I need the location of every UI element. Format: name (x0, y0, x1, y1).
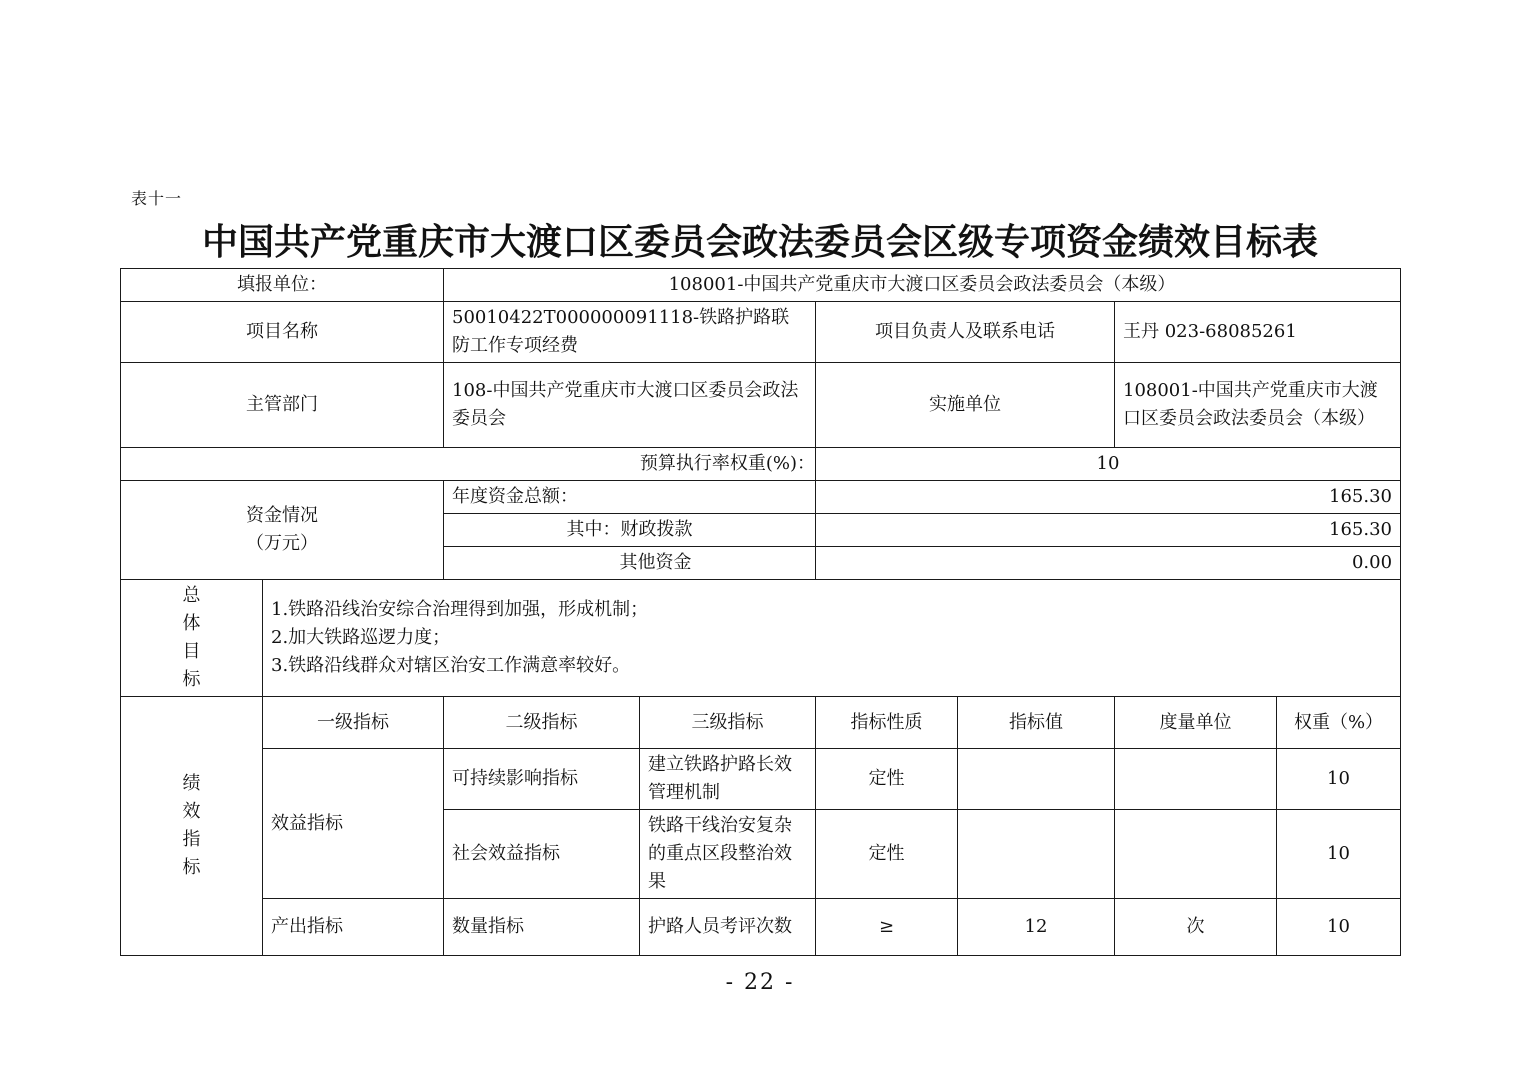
reporting-unit-value: 108001-中国共产党重庆市大渡口区委员会政法委员会（本级） (444, 269, 1401, 302)
indicators-label (121, 697, 263, 956)
implementer-label: 实施单位 (816, 363, 1115, 448)
funds-total-label: 年度资金总额： (444, 481, 816, 514)
column-header: 二级指标 (444, 697, 640, 749)
level3-indicator: 铁路干线治安复杂的重点区段整治效果 (640, 810, 816, 899)
column-header: 一级指标 (263, 697, 444, 749)
funds-fiscal-label: 其中：财政拨款 (444, 514, 816, 547)
overall-goal-char: 目 (182, 641, 201, 662)
budget-weight-label: 预算执行率权重(%)： (121, 448, 816, 481)
indicators-label-char: 标 (182, 857, 201, 878)
project-lead-value: 王丹 023-68085261 (1115, 302, 1401, 363)
column-header: 权重（%） (1277, 697, 1401, 749)
funds-total-row (121, 481, 1401, 514)
overall-goal-line: 3.铁路沿线群众对辖区治安工作满意率较好。 (271, 655, 631, 676)
performance-target-table (120, 268, 1401, 956)
indicator-row (121, 749, 1401, 810)
funds-label-line1: 资金情况 (246, 505, 318, 526)
column-header: 指标性质 (816, 697, 958, 749)
department-row (121, 363, 1401, 448)
overall-goal-char: 总 (182, 585, 201, 606)
indicator-weight: 10 (1277, 899, 1401, 956)
indicators-label-char: 绩 (182, 773, 201, 794)
benefit-indicator-label: 效益指标 (263, 749, 444, 899)
funds-other-value: 0.00 (816, 547, 1401, 580)
indicator-header-row (121, 697, 1401, 749)
project-name-label: 项目名称 (121, 302, 444, 363)
project-name-row (121, 302, 1401, 363)
output-indicator-label: 产出指标 (263, 899, 444, 956)
indicator-value: 12 (958, 899, 1115, 956)
overall-goal-content (263, 580, 1401, 697)
level2-indicator: 数量指标 (444, 899, 640, 956)
indicator-unit (1115, 749, 1277, 810)
department-label: 主管部门 (121, 363, 444, 448)
overall-goal-char: 标 (182, 669, 201, 690)
funds-label (121, 481, 444, 580)
document-title: 中国共产党重庆市大渡口区委员会政法委员会区级专项资金绩效目标表 (201, 222, 1318, 263)
page-number: - 22 - (725, 970, 795, 995)
column-header: 三级指标 (640, 697, 816, 749)
indicator-value (958, 810, 1115, 899)
indicator-nature: ≥ (816, 899, 958, 956)
indicator-nature: 定性 (816, 810, 958, 899)
column-header: 度量单位 (1115, 697, 1277, 749)
implementer-value: 108001-中国共产党重庆市大渡口区委员会政法委员会（本级） (1115, 363, 1401, 448)
level3-indicator: 建立铁路护路长效管理机制 (640, 749, 816, 810)
indicator-weight: 10 (1277, 749, 1401, 810)
level2-indicator: 可持续影响指标 (444, 749, 640, 810)
overall-goal-line: 1.铁路沿线治安综合治理得到加强，形成机制； (271, 599, 649, 620)
department-value: 108-中国共产党重庆市大渡口区委员会政法委员会 (444, 363, 816, 448)
indicator-weight: 10 (1277, 810, 1401, 899)
indicators-label-char: 效 (182, 801, 201, 822)
indicator-nature: 定性 (816, 749, 958, 810)
level3-indicator: 护路人员考评次数 (640, 899, 816, 956)
indicator-row (121, 899, 1401, 956)
reporting-unit-label: 填报单位： (121, 269, 444, 302)
reporting-unit-row (121, 269, 1401, 302)
funds-fiscal-value: 165.30 (816, 514, 1401, 547)
funds-total-value: 165.30 (816, 481, 1401, 514)
indicator-value (958, 749, 1115, 810)
funds-label-line2: （万元） (246, 533, 318, 554)
indicator-unit (1115, 810, 1277, 899)
project-lead-label: 项目负责人及联系电话 (816, 302, 1115, 363)
funds-other-label: 其他资金 (444, 547, 816, 580)
project-name-value: 50010422T000000091118-铁路护路联防工作专项经费 (444, 302, 816, 363)
column-header: 指标值 (958, 697, 1115, 749)
table-number: 表十一 (131, 189, 183, 208)
indicator-unit: 次 (1115, 899, 1277, 956)
overall-goal-row (121, 580, 1401, 697)
budget-weight-value: 10 (816, 448, 1401, 481)
overall-goal-label (121, 580, 263, 697)
budget-weight-row (121, 448, 1401, 481)
overall-goal-char: 体 (182, 613, 201, 634)
overall-goal-line: 2.加大铁路巡逻力度； (271, 627, 451, 648)
level2-indicator: 社会效益指标 (444, 810, 640, 899)
indicators-label-char: 指 (182, 829, 201, 850)
